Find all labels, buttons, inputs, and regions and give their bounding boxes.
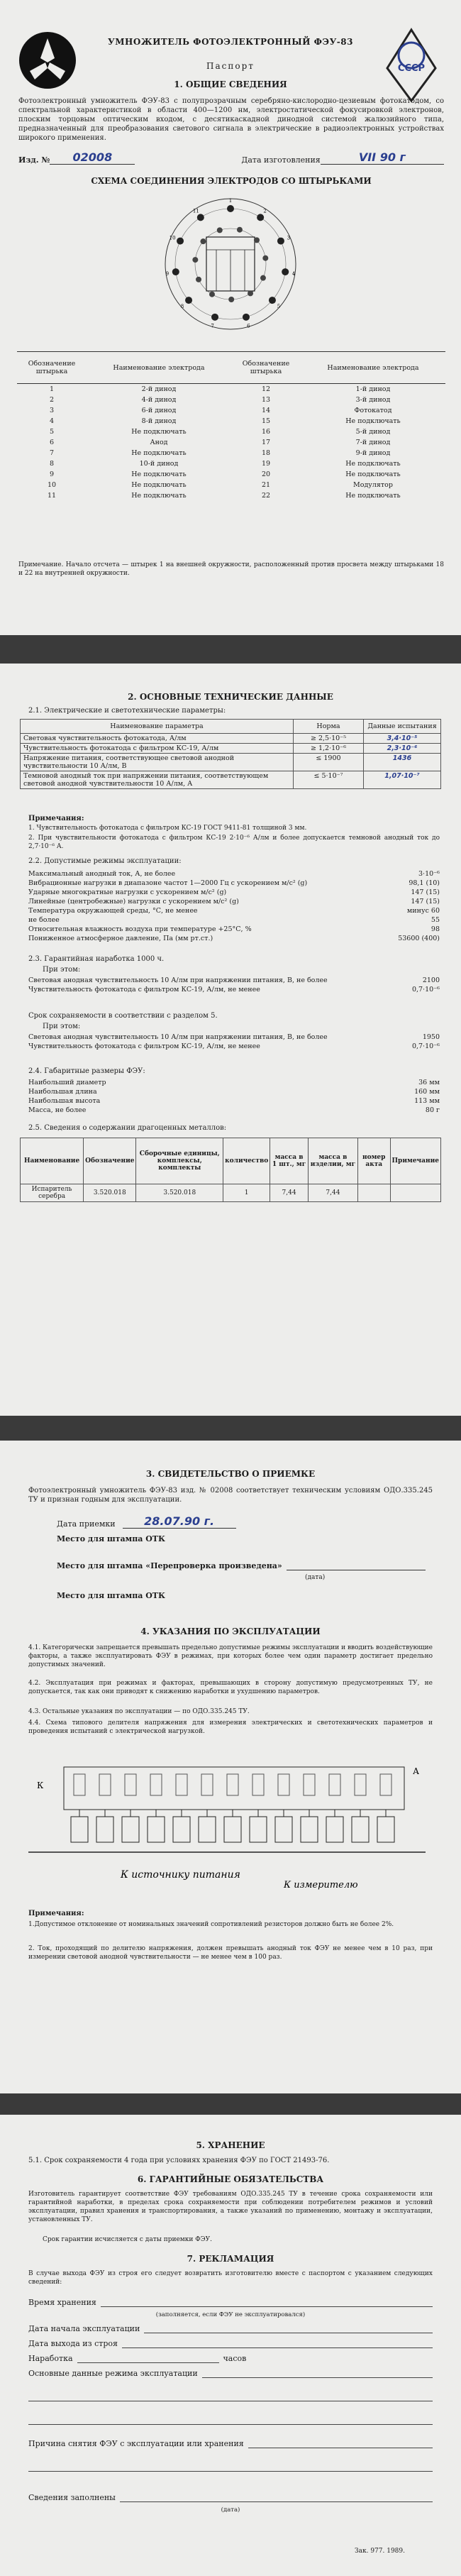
param-actual: 3,4·10⁻⁵ (364, 734, 441, 744)
date-caption: (дата) (305, 1574, 326, 1581)
dim-row (28, 1087, 440, 1096)
filled-date-field[interactable] (28, 2492, 433, 2502)
metal-col-header: номер акта (357, 1138, 390, 1184)
failure-date-label: Дата выхода из строя (28, 2339, 118, 2348)
serial-value: 02008 (50, 150, 135, 165)
capacitor (201, 1774, 213, 1795)
param-note-2: 2. При чувствительности фотокатода с фильтром КС-19 2·10⁻⁶ А/лм и более допускается темновой анодный ток до 2,7·10⁻⁶ А. (28, 835, 440, 850)
outer-pin-label: 11 (192, 208, 199, 214)
pin-number: 15 (261, 417, 271, 425)
pin-row (17, 395, 445, 405)
electrode-name: Анод (150, 439, 168, 446)
limit-row-label: Относительная влажность воздуха при температуре +25°С, % (28, 925, 252, 933)
section7-title: 7. РЕКЛАМАЦИЯ (187, 2254, 274, 2264)
section2-5-label: 2.5. Сведения о содержании драгоценных металлов: (28, 1124, 227, 1132)
divider-resistor (377, 1817, 394, 1842)
electrode-name: Не подключать (131, 470, 187, 478)
notes-title: Примечания: (28, 815, 84, 822)
pin-row (17, 480, 445, 490)
pin-number: 11 (47, 492, 57, 500)
limit-row-label: Линейные (центробежные) нагрузки с ускорением м/с² (g) (28, 898, 239, 906)
acceptance-date-label: Дата приемки (57, 1519, 116, 1529)
electrode-name: 7-й динод (355, 439, 391, 446)
pin-row (17, 416, 445, 426)
electrode-name: Модулятор (353, 481, 393, 489)
limit-row-value: минус 60 (406, 907, 440, 915)
voltage-divider-diagram (21, 1746, 440, 1895)
outer-pin-label: 7 (211, 323, 214, 329)
electrode-name: Не подключать (345, 470, 401, 478)
document-title: УМНОЖИТЕЛЬ ФОТОЭЛЕКТРОННЫЙ ФЭУ-83 (108, 37, 353, 47)
param-name: Напряжение питания, соответствующее световой анодной чувствительности 10 А/лм, В (21, 754, 294, 771)
section2-3-label: 2.3. Гарантийная наработка 1000 ч. (28, 955, 165, 963)
otk-stamp-2: Место для штампа ОТК (57, 1591, 166, 1600)
quality-mark-icon (383, 27, 440, 105)
claim-text: В случае выхода ФЭУ из строя его следует возвратить изготовителю вместе с паспортом с указанием следующих сведений: (28, 2270, 433, 2286)
outer-pin (257, 214, 264, 221)
storage-row-value: 1950 (422, 1033, 440, 1041)
passport-page-1 (0, 0, 461, 635)
pin-row (17, 448, 445, 458)
inner-pin (200, 238, 206, 244)
instr-4-2: 4.2. Эксплуатация при режимах и факторах, превышающих в сторону допустимую предусмотренных ТУ, не допускается, так как они приводят к снижению наработки и ухудшению параметров. (28, 1680, 433, 1695)
outer-pin-label: 9 (165, 270, 170, 277)
capacitor (74, 1774, 85, 1795)
divider-resistor (352, 1817, 369, 1842)
storage-text: Срок сохраняемости в соответствии с разделом 5. (28, 1012, 218, 1020)
section2-2-label: 2.2. Допустимые режимы эксплуатации: (28, 857, 182, 865)
pin-number: 4 (49, 417, 55, 425)
capacitor (304, 1774, 315, 1795)
param-norm: ≥ 2,5·10⁻⁵ (294, 734, 364, 744)
section3-title: 3. СВИДЕТЕЛЬСТВО О ПРИЕМКЕ (145, 1469, 316, 1479)
outer-pin (227, 205, 234, 212)
meter-label: К измерителю (284, 1880, 358, 1890)
divider-resistor (71, 1817, 88, 1842)
pin-number: 21 (261, 481, 271, 489)
outer-pin (185, 297, 192, 304)
pin-number: 5 (49, 428, 55, 436)
outer-pin-label: 1 (228, 198, 233, 204)
electrode-name: Не подключать (345, 417, 401, 425)
mode-label: Основные данные режима эксплуатации (28, 2369, 198, 2378)
storage-5-1: 5.1. Срок сохраняемости 4 года при условиях хранения ФЭУ по ГОСТ 21493-76. (28, 2157, 330, 2164)
metal-cell (390, 1184, 440, 1202)
param-row (21, 754, 441, 771)
limit-row-label: Вибрационные нагрузки в диапазоне частот 1—2000 Гц с ускорением м/с² (g) (28, 879, 308, 887)
outer-pin-label: 8 (180, 303, 184, 309)
metal-col-header: Сборочные единицы, комплексы, комплекты (136, 1138, 223, 1184)
passport-page-2 (0, 664, 461, 1416)
note-3-2: 2. Ток, проходящий по делителю напряжения, должен превышать анодный ток ФЭУ не менее чем в 10 раз, при измерении световой анодной чувствительности — не менее чем в 100 раз. (28, 1945, 433, 1961)
acceptance-text: Фотоэлектронный умножитель ФЭУ-83 изд. № 02008 соответствует техническим условиям ОДО.335.245 ТУ и признан годным для эксплуатации. (28, 1487, 433, 1504)
pin-number: 13 (261, 396, 271, 404)
storage-time-hint: (заполняется, если ФЭУ не эксплуатировался) (155, 2311, 306, 2318)
electrode-name: 10-й динод (139, 460, 179, 468)
electrode-name: 4-й динод (141, 396, 177, 404)
pin-row (17, 384, 445, 395)
col-electrode-header: Наименование электрода (87, 352, 231, 384)
param-name-header: Наименование параметра (21, 720, 294, 734)
param-actual-header: Данные испытания (364, 720, 441, 734)
capacitor (176, 1774, 187, 1795)
date-label: Дата изготовления (241, 155, 321, 165)
pin-number: 16 (261, 428, 271, 436)
capacitor (355, 1774, 366, 1795)
limit-row-value: 98 (431, 925, 440, 933)
storage-row (28, 1033, 440, 1042)
limit-row (28, 925, 440, 934)
capacitor (329, 1774, 340, 1795)
serial-row (18, 150, 444, 165)
electrode-name: 5-й динод (355, 428, 391, 436)
pin-number: 12 (261, 385, 271, 393)
section2-4-label: 2.4. Габаритные размеры ФЭУ: (28, 1067, 145, 1075)
mode-field[interactable] (28, 2367, 433, 2378)
dim-row-label: Наибольшая высота (28, 1097, 101, 1105)
storage-row-value: 0,7·10⁻⁶ (411, 1042, 440, 1050)
electrode-name: 6-й динод (141, 407, 177, 414)
param-name: Темновой анодный ток при напряжении питания, соответствующем световой анодной чувствительности 10 А/лм, А (21, 771, 294, 789)
limit-row-value: 147 (15) (411, 888, 440, 896)
notes-title-3: Примечания: (28, 1910, 84, 1917)
metal-cell: 7,44 (308, 1184, 357, 1202)
param-norm: ≥ 1,2·10⁻⁶ (294, 744, 364, 754)
param-note-1: 1. Чувствительность фотокатода с фильтром КС-19 ГОСТ 9411-81 толщиной 3 мм. (28, 825, 307, 832)
during-row-label: Чувствительность фотокатода с фильтром КС-19, А/лм, не менее (28, 986, 260, 993)
acceptance-date: 28.07.90 г. (123, 1514, 236, 1529)
limit-row-value: 55 (431, 916, 440, 924)
start-date-field[interactable] (28, 2323, 433, 2333)
capacitor (99, 1774, 111, 1795)
during-row-label: Световая анодная чувствительность 10 А/лм при напряжении питания, В, не более (28, 976, 328, 984)
outer-pin (282, 268, 289, 275)
capacitor (380, 1774, 391, 1795)
metal-cell: 3.520.018 (136, 1184, 223, 1202)
during-label: При этом: (43, 966, 81, 974)
passport-page-3 (0, 1441, 461, 2093)
section1-title: 1. ОБЩИЕ СВЕДЕНИЯ (174, 79, 287, 89)
divider-resistor (250, 1817, 267, 1842)
dim-row-label: Наибольший диаметр (28, 1079, 106, 1086)
col-electrode-header: Наименование электрода (301, 352, 445, 384)
electrode-name: 9-й динод (355, 449, 391, 457)
section4-title: 4. УКАЗАНИЯ ПО ЭКСПЛУАТАЦИИ (140, 1626, 321, 1636)
outer-pin (172, 268, 179, 275)
limit-row-value: 53600 (400) (398, 935, 440, 942)
capacitor (227, 1774, 238, 1795)
outer-pin (269, 297, 276, 304)
pin-number: 14 (261, 407, 271, 414)
pin-number: 6 (49, 439, 55, 446)
claim-form (28, 2292, 433, 2514)
print-order: Зак. 977. 1989. (355, 2548, 405, 2555)
pin-number: 22 (261, 492, 271, 500)
divider-resistor (173, 1817, 190, 1842)
section5-title: 5. ХРАНЕНИЕ (196, 2140, 265, 2150)
pin-diagram (160, 193, 301, 335)
pin-number: 9 (49, 470, 55, 478)
params-table (20, 719, 441, 789)
dim-row-label: Наибольшая длина (28, 1088, 97, 1096)
during-row (28, 976, 440, 985)
pin-number: 20 (261, 470, 271, 478)
limit-row (28, 934, 440, 943)
metal-col-header: Обозначение (84, 1138, 136, 1184)
instr-4-4: 4.4. Схема типового делителя напряжения для измерения электрических и светотехнических параметров и проведения испытаний с электрической нагрузкой. (28, 1719, 433, 1735)
pin-number: 8 (49, 460, 55, 468)
dim-row-value: 36 мм (418, 1079, 440, 1086)
outer-pin-label: 10 (169, 235, 176, 241)
warranty-text: Изготовитель гарантирует соответствие ФЭУ требованиям ОДО.335.245 ТУ в течение срока сохраняемости или гарантийной наработки, в пределах срока сохраняемости при соблюдении потребителем режимов и условий эксплуатации, правил хранения и транспортирования, а также указаний по применению, монтажу и эксплуатации, установленных ТУ. (28, 2191, 433, 2223)
metal-col-header: количество (223, 1138, 270, 1184)
acceptance-date-row (57, 1514, 411, 1529)
dim-row (28, 1106, 440, 1115)
storage-list (28, 1033, 440, 1051)
electrode-name: 3-й динод (355, 396, 391, 404)
storage-time-field[interactable] (28, 2296, 433, 2307)
limit-row (28, 869, 440, 879)
passport-label: Паспорт (206, 61, 255, 71)
limit-row-label: Температура окружающей среды, °С, не менее (28, 907, 198, 915)
limit-row-label: Максимальный анодный ток, А, не более (28, 870, 176, 878)
instr-4-1: 4.1. Категорически запрещается превышать предельно допустимые режимы эксплуатации и вводить воздействующие факторы, а также эксплуатировать ФЭУ в режимах, при которых более чем один параметр достигает предельно допустимых значений. (28, 1644, 433, 1668)
electrode-name: Не подключать (345, 492, 401, 500)
metal-col-header: Примечание (390, 1138, 440, 1184)
electrode-name: 1-й динод (355, 385, 391, 393)
filled-date-hint: (дата) (221, 2506, 240, 2514)
pin-number: 10 (47, 481, 57, 489)
manufacture-date: VII 90 г (321, 150, 444, 165)
pin-row (17, 469, 445, 480)
storage-time-label: Время хранения (28, 2298, 96, 2307)
param-norm-header: Норма (294, 720, 364, 734)
divider-resistor (122, 1817, 139, 1842)
anode-label: А (413, 1766, 420, 1776)
metal-cell: 3.520.018 (84, 1184, 136, 1202)
dim-row-value: 113 мм (414, 1097, 440, 1105)
outer-pin-label: 5 (277, 303, 281, 309)
param-row (21, 771, 441, 789)
inner-pin (209, 292, 215, 297)
param-norm: ≤ 5·10⁻⁷ (294, 771, 364, 789)
param-name: Чувствительность фотокатода с фильтром КС-19, А/лм (21, 744, 294, 754)
pin-number: 19 (261, 460, 271, 468)
limit-row (28, 879, 440, 888)
outer-pin (277, 238, 284, 245)
param-row (21, 744, 441, 754)
divider-resistor (96, 1817, 113, 1842)
col-pin-header: Обозначение штырька (17, 352, 87, 384)
outer-pin-label: 3 (287, 235, 291, 241)
outer-pin (243, 314, 250, 321)
pin-row (17, 426, 445, 437)
passport-page-4 (0, 2115, 461, 2576)
section1-text: Фотоэлектронный умножитель ФЭУ-83 с полупрозрачным серебряно-кислородно-цезиевым фотокатодом, со спектральной характеристикой в области 400—1200 нм, электростатической фокусировкой электронов, плоским торцовым оптическим входом, с десятикаскадной динодной системой жалюзийного типа, предназначенный для преобразования светового сигнала в электрические в радиоэлектронных устройствах широкого применения. (18, 97, 444, 142)
divider-resistor (199, 1817, 216, 1842)
divider-resistor (275, 1817, 292, 1842)
repack-label: Место для штампа «Перепроверка произведена» (57, 1561, 282, 1570)
storage-row-label: Чувствительность фотокатода с фильтром КС-19, А/лм, не менее (28, 1042, 260, 1050)
capacitor (125, 1774, 136, 1795)
during-row-value: 0,7·10⁻⁶ (411, 986, 440, 993)
pin-number: 7 (49, 449, 55, 457)
failure-date-field[interactable] (28, 2338, 433, 2348)
inner-pin (196, 277, 201, 282)
during-list (28, 976, 440, 994)
pin-row (17, 437, 445, 448)
electrode-name: 2-й динод (141, 385, 177, 393)
divider-resistor (301, 1817, 318, 1842)
storage-row (28, 1042, 440, 1051)
section2-1-label: 2.1. Электрические и светотехнические параметры: (28, 707, 226, 715)
outer-pin-label: 2 (263, 208, 267, 214)
dim-row-value: 160 мм (414, 1088, 440, 1096)
pin-number: 17 (261, 439, 271, 446)
dim-row (28, 1096, 440, 1106)
pin-number: 18 (261, 449, 271, 457)
section6-title: 6. ГАРАНТИЙНЫЕ ОБЯЗАТЕЛЬСТВА (137, 2174, 324, 2184)
param-actual: 1,07·10⁻⁷ (364, 771, 441, 789)
pin-number: 2 (49, 396, 55, 404)
note-3-1: 1.Допустимое отклонение от номинальных значений сопротивлений резисторов должно быть не более 2%. (28, 1921, 394, 1928)
divider-resistor (326, 1817, 343, 1842)
inner-pin (248, 290, 253, 296)
pin-number: 3 (49, 407, 55, 414)
inner-pin (217, 227, 223, 233)
divider-resistor (148, 1817, 165, 1842)
limit-row (28, 897, 440, 906)
limit-row-label: не более (28, 916, 60, 924)
metal-cell: 1 (223, 1184, 270, 1202)
electrode-name: 8-й динод (141, 417, 177, 425)
hours-field[interactable] (28, 2352, 433, 2363)
capacitor (252, 1774, 264, 1795)
dims-list (28, 1078, 440, 1115)
pin-row (17, 490, 445, 501)
dim-row-label: Масса, не более (28, 1106, 87, 1114)
pin-number: 1 (49, 385, 55, 393)
manufacturer-logo-icon (16, 28, 79, 92)
reason-field[interactable] (28, 2438, 433, 2448)
electrode-name: Не подключать (131, 492, 187, 500)
during-row (28, 985, 440, 994)
dim-row-value: 80 г (425, 1106, 440, 1114)
pin-row (17, 458, 445, 469)
hours-unit: часов (223, 2354, 247, 2363)
during-label-2: При этом: (43, 1023, 81, 1030)
capacitor (278, 1774, 289, 1795)
electrode-name: Не подключать (131, 481, 187, 489)
param-row (21, 734, 441, 744)
storage-row-label: Световая анодная чувствительность 10 А/лм при напряжении питания, В, не более (28, 1033, 328, 1041)
inner-pin (237, 227, 243, 233)
metal-col-header: Наименование (21, 1138, 84, 1184)
hours-label: Наработка (28, 2354, 73, 2363)
limit-row-value: 3·10⁻⁶ (418, 870, 440, 878)
inner-pin (262, 255, 268, 261)
outer-pin (211, 314, 218, 321)
during-row-value: 2100 (422, 976, 440, 984)
electrode-name: Не подключать (345, 460, 401, 468)
serial-label: Изд. № (18, 155, 50, 165)
metal-col-header: масса в 1 шт., мг (270, 1138, 309, 1184)
col-pin-header: Обозначение штырька (231, 352, 301, 384)
inner-pin (254, 237, 260, 243)
limit-row (28, 906, 440, 915)
limits-list (28, 869, 440, 943)
divider-resistor (224, 1817, 241, 1842)
metal-cell: Испаритель серебра (21, 1184, 84, 1202)
filled-date-label: Сведения заполнены (28, 2493, 116, 2502)
repack-row (57, 1561, 426, 1570)
param-name: Световая чувствительность фотокатода, А/лм (21, 734, 294, 744)
cathode-label: К (37, 1780, 44, 1790)
start-date-label: Дата начала эксплуатации (28, 2324, 140, 2333)
electrode-name: Не подключать (131, 428, 187, 436)
pin-row (17, 405, 445, 416)
limit-row-value: 147 (15) (411, 898, 440, 906)
param-actual: 2,3·10⁻⁶ (364, 744, 441, 754)
power-source-label: К источнику питания (121, 1869, 240, 1881)
param-norm: ≤ 1900 (294, 754, 364, 771)
dim-row (28, 1078, 440, 1087)
metal-cell (357, 1184, 390, 1202)
inner-pin (192, 257, 198, 263)
metals-table (20, 1138, 441, 1202)
quality-mark-text: СССР (397, 63, 426, 74)
warranty-start: Срок гарантии исчисляется с даты приемки ФЭУ. (43, 2236, 213, 2243)
scheme-title: СХЕМА СОЕДИНЕНИЯ ЭЛЕКТРОДОВ СО ШТЫРЬКАМИ (91, 176, 372, 186)
electrode-name: Не подключать (131, 449, 187, 457)
outer-pin-label: 4 (291, 270, 296, 277)
param-actual: 1436 (364, 754, 441, 771)
pin-table (17, 351, 445, 501)
capacitor (150, 1774, 162, 1795)
reason-label: Причина снятия ФЭУ с эксплуатации или хранения (28, 2439, 244, 2448)
limit-row-label: Ударные многократные нагрузки с ускорением м/с² (g) (28, 888, 227, 896)
outer-pin (197, 214, 204, 221)
otk-stamp-1: Место для штампа ОТК (57, 1534, 166, 1543)
inner-pin (260, 275, 266, 281)
outer-pin (177, 238, 184, 245)
limit-row-value: 98,1 (10) (409, 879, 440, 887)
metal-cell: 7,44 (270, 1184, 309, 1202)
electrode-name: Фотокатод (354, 407, 392, 414)
inner-pin (228, 297, 234, 302)
outer-pin-label: 6 (247, 323, 250, 329)
instr-4-3: 4.3. Остальные указания по эксплуатации — по ОДО.335.245 ТУ. (28, 1708, 250, 1715)
limit-row (28, 888, 440, 897)
pin-note: Примечание. Начало отсчета — штырек 1 на внешней окружности, расположенный против просвета между штырьками 18 и 22 на внутренней окружности. (18, 561, 444, 577)
section2-title: 2. ОСНОВНЫЕ ТЕХНИЧЕСКИЕ ДАННЫЕ (128, 692, 333, 702)
limit-row-label: Пониженное атмосферное давление, Па (мм рт.ст.) (28, 935, 213, 942)
metal-col-header: масса в изделии, мг (308, 1138, 357, 1184)
limit-row (28, 915, 440, 925)
